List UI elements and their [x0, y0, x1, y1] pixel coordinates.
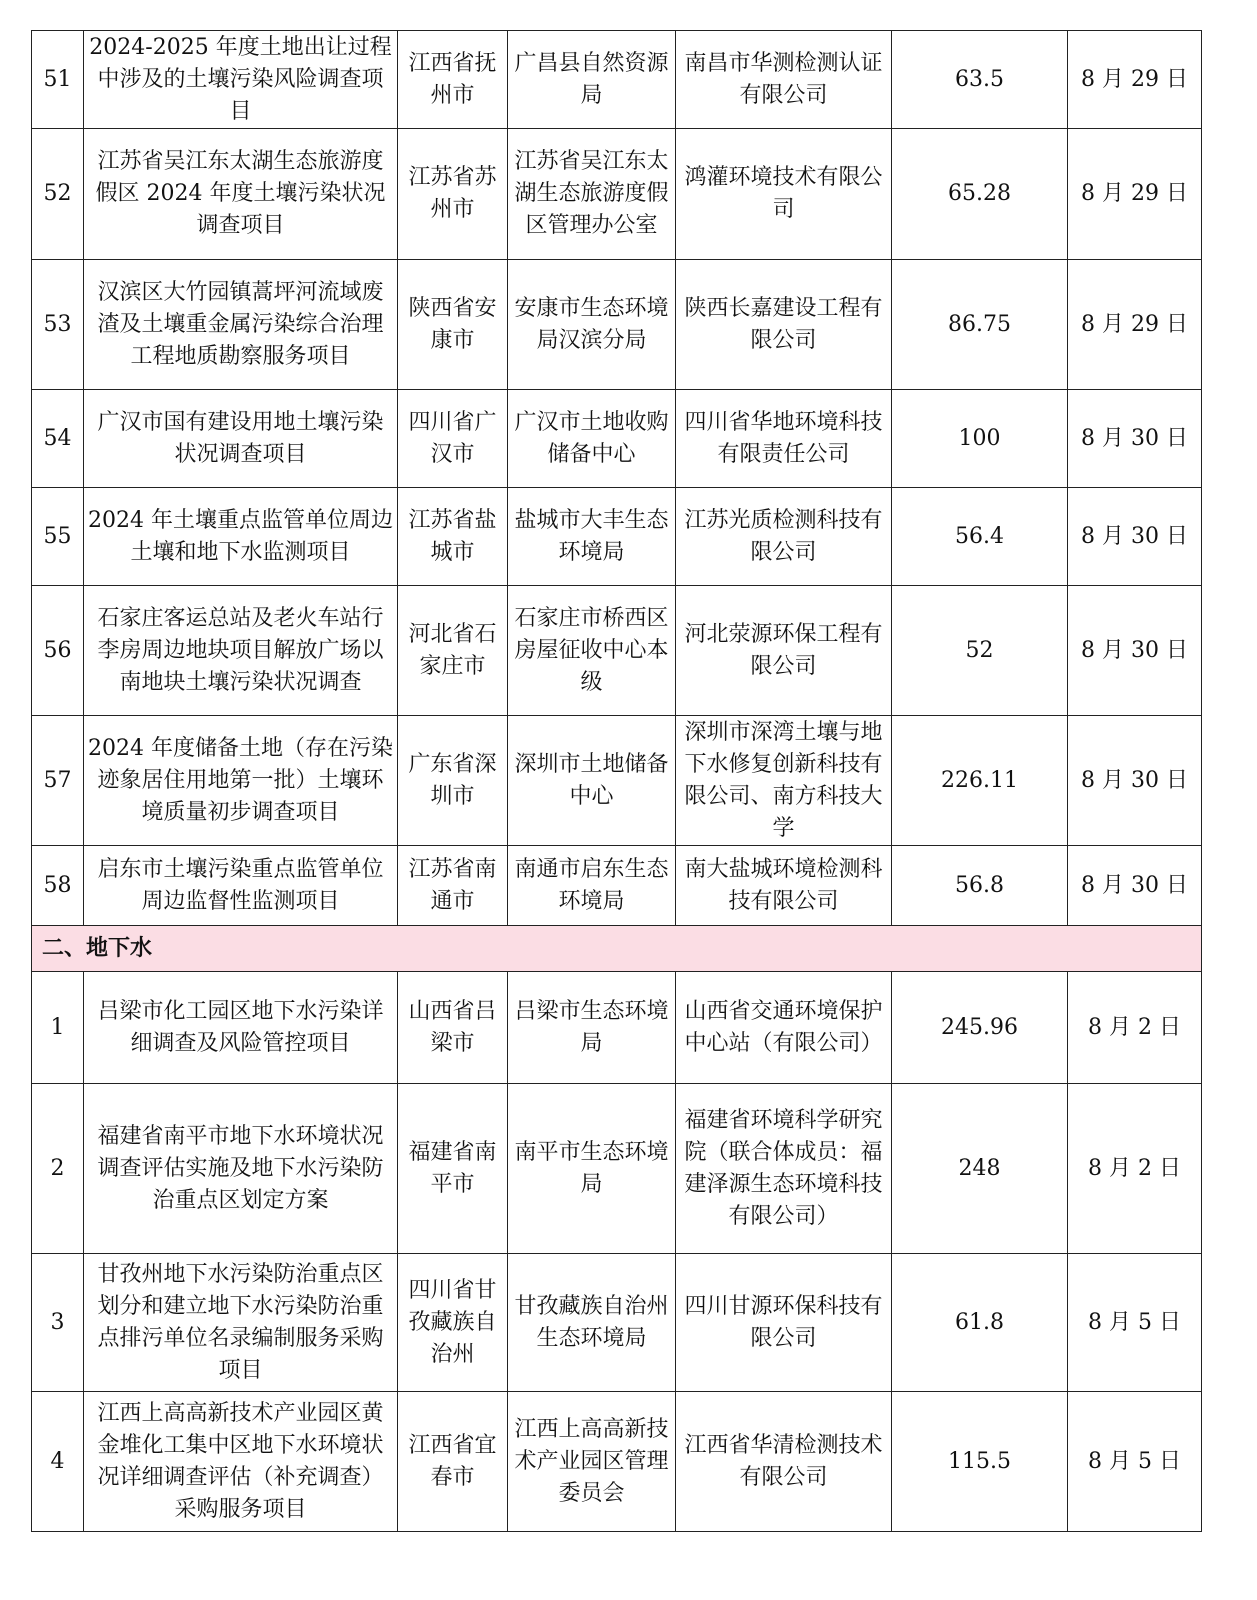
table-row: [32, 972, 1202, 1084]
section-title: 二、地下水: [32, 926, 1202, 972]
amount-cell: 226.11: [892, 716, 1068, 846]
table-body: [32, 31, 1202, 1532]
supplier-cell: 南昌市华测检测认证有限公司: [676, 31, 892, 129]
row-number-cell: 52: [32, 129, 84, 260]
date-cell: 8 月 29 日: [1068, 260, 1202, 390]
row-number-cell: 55: [32, 488, 84, 586]
amount-cell: 56.8: [892, 846, 1068, 926]
row-number-cell: 51: [32, 31, 84, 129]
location-cell: 江苏省苏州市: [398, 129, 508, 260]
row-number-cell: 3: [32, 1254, 84, 1392]
purchaser-cell: 安康市生态环境局汉滨分局: [508, 260, 676, 390]
row-number-cell: 4: [32, 1392, 84, 1532]
project-name-cell: 江西上高高新技术产业园区黄金堆化工集中区地下水环境状况详细调查评估（补充调查）采购服务项目: [84, 1392, 398, 1532]
supplier-cell: 河北荥源环保工程有限公司: [676, 586, 892, 716]
table-row: [32, 1254, 1202, 1392]
date-cell: 8 月 5 日: [1068, 1392, 1202, 1532]
project-name-cell: 启东市土壤污染重点监管单位周边监督性监测项目: [84, 846, 398, 926]
project-name-cell: 甘孜州地下水污染防治重点区划分和建立地下水污染防治重点排污单位名录编制服务采购项目: [84, 1254, 398, 1392]
amount-cell: 86.75: [892, 260, 1068, 390]
row-number-cell: 58: [32, 846, 84, 926]
project-name-cell: 广汉市国有建设用地土壤污染状况调查项目: [84, 390, 398, 488]
location-cell: 山西省吕梁市: [398, 972, 508, 1084]
table-row: [32, 716, 1202, 846]
amount-cell: 245.96: [892, 972, 1068, 1084]
date-cell: 8 月 29 日: [1068, 31, 1202, 129]
location-cell: 江苏省盐城市: [398, 488, 508, 586]
date-cell: 8 月 30 日: [1068, 846, 1202, 926]
amount-cell: 61.8: [892, 1254, 1068, 1392]
purchaser-cell: 江西上高高新技术产业园区管理委员会: [508, 1392, 676, 1532]
date-cell: 8 月 30 日: [1068, 488, 1202, 586]
supplier-cell: 福建省环境科学研究院（联合体成员：福建泽源生态环境科技有限公司）: [676, 1084, 892, 1254]
row-number-cell: 2: [32, 1084, 84, 1254]
project-name-cell: 2024 年土壤重点监管单位周边土壤和地下水监测项目: [84, 488, 398, 586]
amount-cell: 248: [892, 1084, 1068, 1254]
section-header-row: [32, 926, 1202, 972]
procurement-table: [31, 30, 1202, 1532]
purchaser-cell: 盐城市大丰生态环境局: [508, 488, 676, 586]
table-row: [32, 260, 1202, 390]
supplier-cell: 南大盐城环境检测科技有限公司: [676, 846, 892, 926]
project-name-cell: 2024-2025 年度土地出让过程中涉及的土壤污染风险调查项目: [84, 31, 398, 129]
row-number-cell: 54: [32, 390, 84, 488]
table-row: [32, 31, 1202, 129]
amount-cell: 100: [892, 390, 1068, 488]
supplier-cell: 山西省交通环境保护中心站（有限公司）: [676, 972, 892, 1084]
table-row: [32, 586, 1202, 716]
date-cell: 8 月 5 日: [1068, 1254, 1202, 1392]
location-cell: 四川省广汉市: [398, 390, 508, 488]
row-number-cell: 1: [32, 972, 84, 1084]
location-cell: 河北省石家庄市: [398, 586, 508, 716]
table-row: [32, 390, 1202, 488]
project-name-cell: 江苏省吴江东太湖生态旅游度假区 2024 年度土壤污染状况调查项目: [84, 129, 398, 260]
date-cell: 8 月 30 日: [1068, 586, 1202, 716]
project-name-cell: 吕梁市化工园区地下水污染详细调查及风险管控项目: [84, 972, 398, 1084]
amount-cell: 52: [892, 586, 1068, 716]
table-row: [32, 129, 1202, 260]
table-row: [32, 1084, 1202, 1254]
project-name-cell: 福建省南平市地下水环境状况调查评估实施及地下水污染防治重点区划定方案: [84, 1084, 398, 1254]
purchaser-cell: 南通市启东生态环境局: [508, 846, 676, 926]
supplier-cell: 江西省华清检测技术有限公司: [676, 1392, 892, 1532]
amount-cell: 63.5: [892, 31, 1068, 129]
date-cell: 8 月 2 日: [1068, 972, 1202, 1084]
supplier-cell: 深圳市深湾土壤与地下水修复创新科技有限公司、南方科技大学: [676, 716, 892, 846]
supplier-cell: 四川甘源环保科技有限公司: [676, 1254, 892, 1392]
purchaser-cell: 江苏省吴江东太湖生态旅游度假区管理办公室: [508, 129, 676, 260]
purchaser-cell: 广汉市土地收购储备中心: [508, 390, 676, 488]
date-cell: 8 月 30 日: [1068, 716, 1202, 846]
supplier-cell: 江苏光质检测科技有限公司: [676, 488, 892, 586]
location-cell: 四川省甘孜藏族自治州: [398, 1254, 508, 1392]
location-cell: 江苏省南通市: [398, 846, 508, 926]
date-cell: 8 月 2 日: [1068, 1084, 1202, 1254]
location-cell: 福建省南平市: [398, 1084, 508, 1254]
date-cell: 8 月 30 日: [1068, 390, 1202, 488]
location-cell: 陕西省安康市: [398, 260, 508, 390]
row-number-cell: 57: [32, 716, 84, 846]
supplier-cell: 鸿灌环境技术有限公司: [676, 129, 892, 260]
supplier-cell: 陕西长嘉建设工程有限公司: [676, 260, 892, 390]
table-row: [32, 846, 1202, 926]
row-number-cell: 56: [32, 586, 84, 716]
purchaser-cell: 甘孜藏族自治州生态环境局: [508, 1254, 676, 1392]
project-name-cell: 2024 年度储备土地（存在污染迹象居住用地第一批）土壤环境质量初步调查项目: [84, 716, 398, 846]
location-cell: 江西省抚州市: [398, 31, 508, 129]
project-name-cell: 汉滨区大竹园镇蒿坪河流域废渣及土壤重金属污染综合治理工程地质勘察服务项目: [84, 260, 398, 390]
location-cell: 广东省深圳市: [398, 716, 508, 846]
location-cell: 江西省宜春市: [398, 1392, 508, 1532]
amount-cell: 115.5: [892, 1392, 1068, 1532]
table-row: [32, 488, 1202, 586]
purchaser-cell: 吕梁市生态环境局: [508, 972, 676, 1084]
supplier-cell: 四川省华地环境科技有限责任公司: [676, 390, 892, 488]
date-cell: 8 月 29 日: [1068, 129, 1202, 260]
purchaser-cell: 石家庄市桥西区房屋征收中心本级: [508, 586, 676, 716]
purchaser-cell: 南平市生态环境局: [508, 1084, 676, 1254]
row-number-cell: 53: [32, 260, 84, 390]
purchaser-cell: 广昌县自然资源局: [508, 31, 676, 129]
amount-cell: 65.28: [892, 129, 1068, 260]
amount-cell: 56.4: [892, 488, 1068, 586]
table-row: [32, 1392, 1202, 1532]
purchaser-cell: 深圳市土地储备中心: [508, 716, 676, 846]
project-name-cell: 石家庄客运总站及老火车站行李房周边地块项目解放广场以南地块土壤污染状况调查: [84, 586, 398, 716]
